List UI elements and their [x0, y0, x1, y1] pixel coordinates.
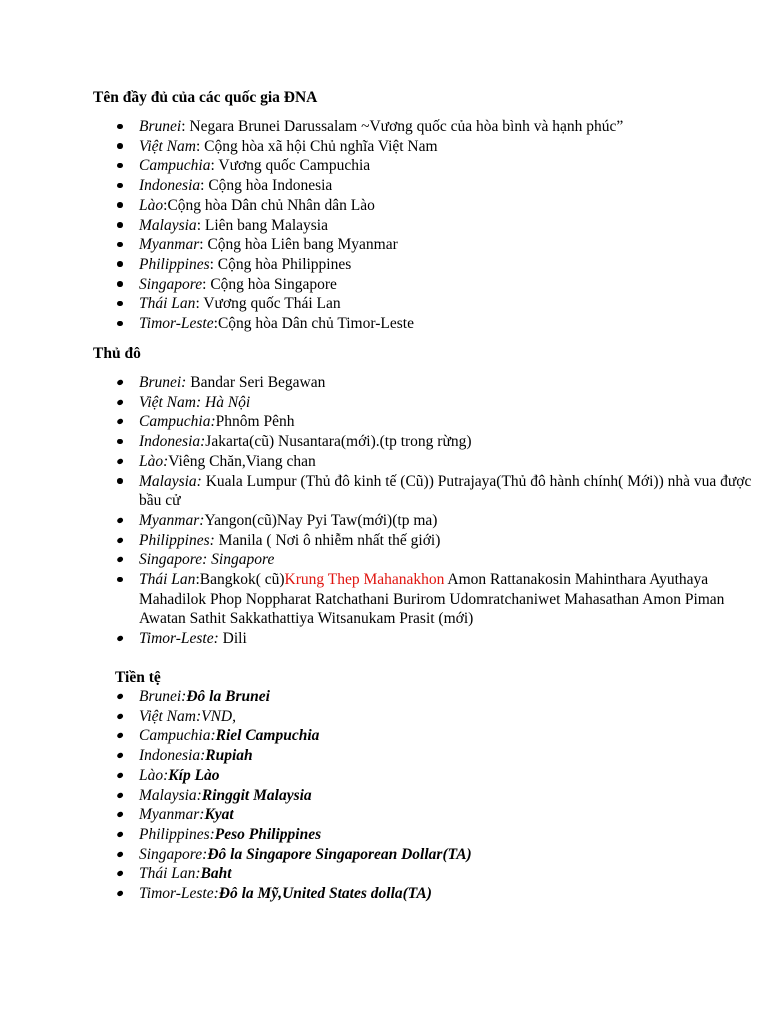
- list-item: Campuchia: Vương quốc Campuchia: [139, 156, 754, 176]
- bullet-icon: [115, 511, 125, 531]
- bullet-icon: [115, 864, 125, 884]
- bullet-icon: [115, 255, 125, 275]
- list-item: Việt Nam: Hà Nội: [139, 393, 754, 413]
- full-names-list: [139, 117, 754, 334]
- list-item: Timor-Leste:Đô la Mỹ,United States dolla(TA): [139, 884, 754, 904]
- list-item: Brunei: Bandar Seri Begawan: [139, 373, 754, 393]
- section-title-currency: Tiền tệ: [115, 669, 161, 686]
- list-item: Thái Lan:Bangkok( cũ)Krung Thep Mahanakhon Amon Rattanakosin Mahinthara Ayuthaya Mahadilok Phop Noppharat Ratchathani Burirom Udomratchaniwet Mahasathan Amon Piman Awatan Sathit Sakkathattiya Witsanukam Prasit (mới): [139, 570, 754, 629]
- bullet-icon: [115, 235, 125, 255]
- bullet-icon: [115, 884, 125, 904]
- list-item: Indonesia:Rupiah: [139, 746, 754, 766]
- bullet-icon: [115, 117, 125, 137]
- bullet-icon: [115, 629, 125, 649]
- list-item: Campuchia:Riel Campuchia: [139, 726, 754, 746]
- list-item: Thái Lan: Vương quốc Thái Lan: [139, 294, 754, 314]
- bullet-icon: [115, 472, 125, 492]
- bullet-icon: [115, 726, 125, 746]
- bullet-icon: [115, 156, 125, 176]
- list-item: Việt Nam: Cộng hòa xã hội Chủ nghĩa Việt Nam: [139, 137, 754, 157]
- bullet-icon: [115, 176, 125, 196]
- list-item: Indonesia: Cộng hòa Indonesia: [139, 176, 754, 196]
- bullet-icon: [115, 746, 125, 766]
- list-item: Lào:Kíp Lào: [139, 766, 754, 786]
- capitals-list: [139, 373, 754, 649]
- list-item: Brunei:Đô la Brunei: [139, 687, 754, 707]
- bullet-icon: [115, 845, 125, 865]
- bullet-icon: [115, 137, 125, 157]
- bullet-icon: [115, 570, 125, 590]
- bullet-icon: [115, 216, 125, 236]
- list-item: Philippines:Peso Philippines: [139, 825, 754, 845]
- list-item: Myanmar: Cộng hòa Liên bang Myanmar: [139, 235, 754, 255]
- bullet-icon: [115, 294, 125, 314]
- bullet-icon: [115, 531, 125, 551]
- bullet-icon: [115, 452, 125, 472]
- list-item: Singapore: Cộng hòa Singapore: [139, 275, 754, 295]
- bullet-icon: [115, 412, 125, 432]
- section-title-full-names: Tên đầy đủ của các quốc gia ĐNA: [93, 89, 318, 106]
- list-item: Malaysia: Liên bang Malaysia: [139, 216, 754, 236]
- section-title-capitals: Thủ đô: [93, 345, 141, 362]
- bullet-icon: [115, 687, 125, 707]
- bullet-icon: [115, 825, 125, 845]
- list-item: Campuchia:Phnôm Pênh: [139, 412, 754, 432]
- bullet-icon: [115, 314, 125, 334]
- list-item: Lào:Viêng Chăn,Viang chan: [139, 452, 754, 472]
- list-item: Lào:Cộng hòa Dân chủ Nhân dân Lào: [139, 196, 754, 216]
- bullet-icon: [115, 550, 125, 570]
- list-item: Philippines: Manila ( Nơi ô nhiễm nhất thế giới): [139, 531, 754, 551]
- bullet-icon: [115, 805, 125, 825]
- list-item: Singapore:Đô la Singapore Singaporean Dollar(TA): [139, 845, 754, 865]
- bullet-icon: [115, 432, 125, 452]
- list-item: Myanmar:Kyat: [139, 805, 754, 825]
- list-item: Timor-Leste: Dili: [139, 629, 754, 649]
- bullet-icon: [115, 786, 125, 806]
- bullet-icon: [115, 707, 125, 727]
- list-item: Myanmar:Yangon(cũ)Nay Pyi Taw(mới)(tp ma): [139, 511, 754, 531]
- highlighted-text: Krung Thep Mahanakhon: [284, 571, 445, 589]
- list-item: Việt Nam:VND,: [139, 707, 754, 727]
- list-item: Philippines: Cộng hòa Philippines: [139, 255, 754, 275]
- list-item: Timor-Leste:Cộng hòa Dân chủ Timor-Leste: [139, 314, 754, 334]
- list-item: Brunei: Negara Brunei Darussalam ~Vương quốc của hòa bình và hạnh phúc”: [139, 117, 754, 137]
- bullet-icon: [115, 766, 125, 786]
- bullet-icon: [115, 393, 125, 413]
- list-item: Thái Lan:Baht: [139, 864, 754, 884]
- list-item: Singapore: Singapore: [139, 550, 754, 570]
- bullet-icon: [115, 275, 125, 295]
- list-item: Malaysia: Kuala Lumpur (Thủ đô kinh tế (Cũ)) Putrajaya(Thủ đô hành chính( Mới)) nhà vua được bầu cử: [139, 472, 754, 511]
- currency-list: [139, 687, 754, 904]
- list-item: Indonesia:Jakarta(cũ) Nusantara(mới).(tp trong rừng): [139, 432, 754, 452]
- bullet-icon: [115, 373, 125, 393]
- bullet-icon: [115, 196, 125, 216]
- list-item: Malaysia:Ringgit Malaysia: [139, 786, 754, 806]
